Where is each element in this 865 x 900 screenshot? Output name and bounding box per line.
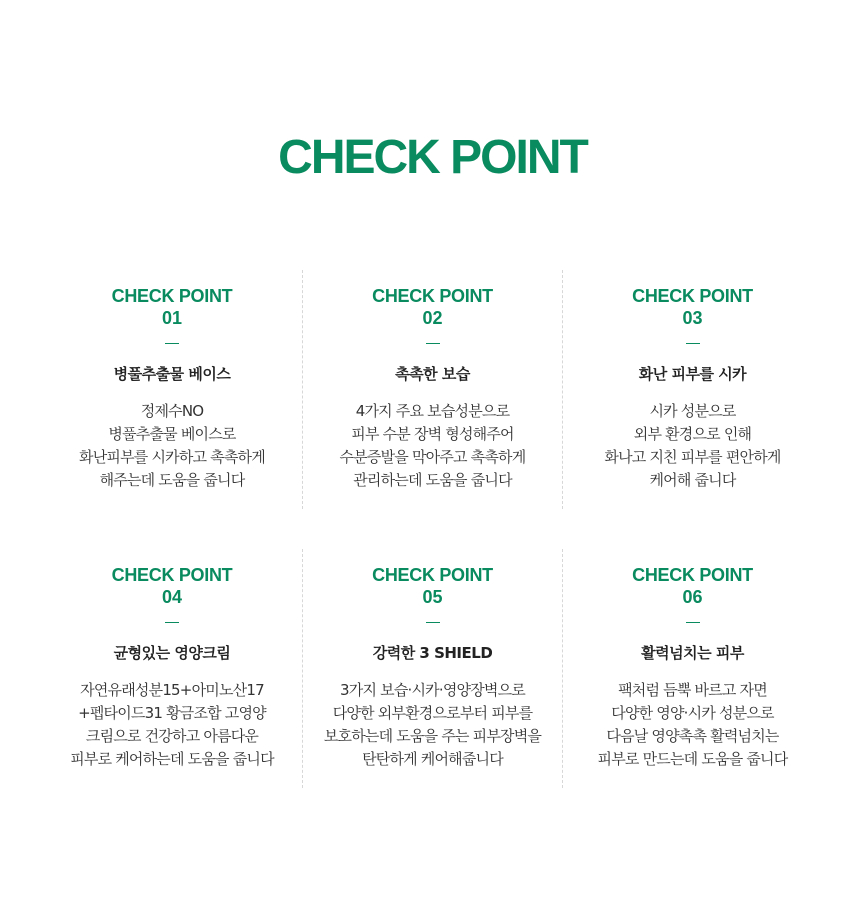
check-point-label: CHECK POINT xyxy=(372,286,493,306)
check-point-card xyxy=(562,549,822,788)
description-line: 관리하는데 도움을 줍니다 xyxy=(353,471,512,489)
check-point-label: CHECK POINT xyxy=(111,565,233,585)
check-point-number: 01 xyxy=(161,308,183,328)
check-point-title: 병풀추출물 베이스 xyxy=(113,365,231,383)
dash-divider xyxy=(686,343,700,344)
description-line: 자연유래성분15+아미노산17 xyxy=(80,681,264,699)
check-point-title: 강력한 3 SHIELD xyxy=(372,644,493,662)
check-point-description xyxy=(563,400,822,492)
check-point-number: 03 xyxy=(682,308,703,328)
description-line: 다양한 영양·시카 성분으로 xyxy=(611,704,774,722)
dash-divider xyxy=(426,343,440,344)
description-line: 정제수NO xyxy=(140,402,204,420)
check-point-number: 06 xyxy=(682,587,703,607)
check-point-number: 02 xyxy=(422,308,443,328)
description-line: +펩타이드31 황금조합 고영양 xyxy=(78,704,266,722)
page-title: CHECK POINT xyxy=(278,131,587,184)
description-line: 수분증발을 막아주고 촉촉하게 xyxy=(339,448,526,466)
check-point-card xyxy=(42,549,302,788)
check-point-card xyxy=(42,270,302,509)
check-point-label: CHECK POINT xyxy=(632,565,753,585)
check-point-title: 화난 피부를 시카 xyxy=(638,365,747,383)
dash-divider xyxy=(426,622,440,623)
description-line: 외부 환경으로 인해 xyxy=(633,425,752,443)
description-line: 화난피부를 시카하고 촉촉하게 xyxy=(79,448,265,466)
check-point-title: 균형있는 영양크림 xyxy=(113,644,231,662)
description-line: 피부로 케어하는데 도움을 줍니다 xyxy=(70,750,274,768)
description-line: 크림으로 건강하고 아름다운 xyxy=(85,727,259,745)
description-line: 병풀추출물 베이스로 xyxy=(108,425,236,443)
check-point-description xyxy=(303,679,562,771)
dash-divider xyxy=(686,622,700,623)
description-line: 화나고 지친 피부를 편안하게 xyxy=(604,448,781,466)
description-line: 다음날 영양촉촉 활력넘치는 xyxy=(606,727,779,745)
check-point-description xyxy=(42,679,302,771)
description-line: 탄탄하게 케어해줍니다 xyxy=(362,750,503,768)
dash-divider xyxy=(165,622,179,623)
check-point-label: CHECK POINT xyxy=(111,286,233,306)
description-line: 시카 성분으로 xyxy=(649,402,736,420)
check-point-card xyxy=(302,549,562,788)
check-point-number: 05 xyxy=(422,587,443,607)
check-point-number: 04 xyxy=(161,587,183,607)
check-point-description xyxy=(42,400,302,492)
check-point-description xyxy=(303,400,562,492)
check-point-card xyxy=(302,270,562,509)
description-line: 팩처럼 듬뿍 바르고 자면 xyxy=(618,681,767,699)
dash-divider xyxy=(165,343,179,344)
check-point-card xyxy=(562,270,822,509)
check-point-description xyxy=(563,679,822,771)
description-line: 케어해 줍니다 xyxy=(649,471,736,489)
check-point-label: CHECK POINT xyxy=(372,565,493,585)
check-point-title: 촉촉한 보습 xyxy=(395,365,470,383)
description-line: 4가지 주요 보습성분으로 xyxy=(355,402,510,420)
description-line: 다양한 외부환경으로부터 피부를 xyxy=(332,704,533,722)
check-point-title: 활력넘치는 피부 xyxy=(641,644,744,662)
description-line: 보호하는데 도움을 주는 피부장벽을 xyxy=(323,727,542,745)
description-line: 해주는데 도움을 줍니다 xyxy=(99,471,245,489)
description-line: 3가지 보습·시카·영양장벽으로 xyxy=(340,681,525,699)
description-line: 피부로 만드는데 도움을 줍니다 xyxy=(597,750,788,768)
check-point-grid xyxy=(42,270,822,788)
check-point-label: CHECK POINT xyxy=(632,286,753,306)
description-line: 피부 수분 장벽 형성해주어 xyxy=(351,425,514,443)
